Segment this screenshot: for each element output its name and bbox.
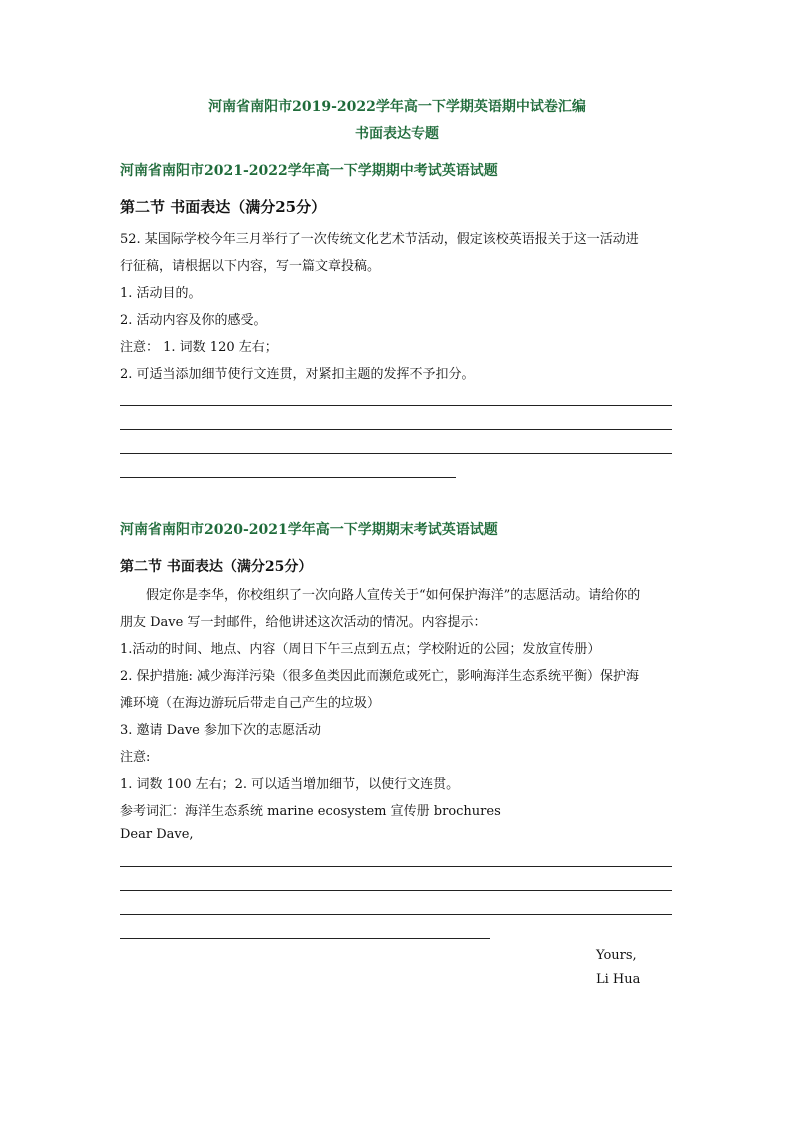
section2-line: 朋友 Dave 写一封邮件，给他讲述这次活动的情况。内容提示：	[120, 615, 487, 630]
section1-line: 52. 某国际学校今年三月举行了一次传统文化艺术节活动，假定该校英语报关于这一活动进	[120, 232, 639, 247]
answer-line	[120, 405, 672, 406]
section2-line: 注意:	[120, 750, 151, 765]
section2-line: 2. 保护措施: 减少海洋污染（很多鱼类因此而濒危或死亡，影响海洋生态系统平衡）保护海	[120, 669, 640, 684]
answer-line	[120, 938, 490, 939]
section2-line: 1. 词数 100 左右；2. 可以适当增加细节，以使行文连贯。	[120, 777, 460, 792]
answer-line	[120, 914, 672, 915]
letter-closing: Yours,	[596, 948, 637, 963]
answer-line	[120, 866, 672, 867]
section2-line: 参考词汇：海洋生态系统 marine ecosystem 宣传册 brochures	[120, 804, 501, 819]
section1-line: 2. 可适当添加细节使行文连贯，对紧扣主题的发挥不予扣分。	[120, 367, 475, 382]
section1-line: 行征稿，请根据以下内容，写一篇文章投稿。	[120, 259, 381, 274]
section2-line: 1.活动的时间、地点、内容（周日下午三点到五点；学校附近的公园；发放宣传册）	[120, 642, 601, 657]
answer-line	[120, 477, 456, 478]
section1-part-title: 第二节 书面表达（满分25分）	[120, 198, 327, 216]
section2-heading: 河南省南阳市2020-2021学年高一下学期期末考试英语试题	[120, 522, 498, 538]
section1-heading: 河南省南阳市2021-2022学年高一下学期期中考试英语试题	[120, 163, 498, 179]
answer-line	[120, 453, 672, 454]
section2-line: 滩环境（在海边游玩后带走自己产生的垃圾）	[120, 696, 381, 711]
section2-part-title: 第二节 书面表达（满分25分）	[120, 559, 313, 575]
section1-line: 注意： 1. 词数 120 左右；	[120, 340, 278, 355]
document-subtitle: 书面表达专题	[355, 126, 439, 142]
answer-line	[120, 890, 672, 891]
section1-line: 1. 活动目的。	[120, 286, 202, 301]
section2-line: 3. 邀请 Dave 参加下次的志愿活动	[120, 723, 322, 738]
letter-signature: Li Hua	[596, 972, 641, 987]
section2-line: Dear Dave,	[120, 827, 194, 842]
document-title: 河南省南阳市2019-2022学年高一下学期英语期中试卷汇编	[208, 99, 586, 115]
answer-line	[120, 429, 672, 430]
section2-line: 假定你是李华，你校组织了一次向路人宣传关于“如何保护海洋”的志愿活动。请给你的	[120, 588, 641, 603]
section1-line: 2. 活动内容及你的感受。	[120, 313, 267, 328]
